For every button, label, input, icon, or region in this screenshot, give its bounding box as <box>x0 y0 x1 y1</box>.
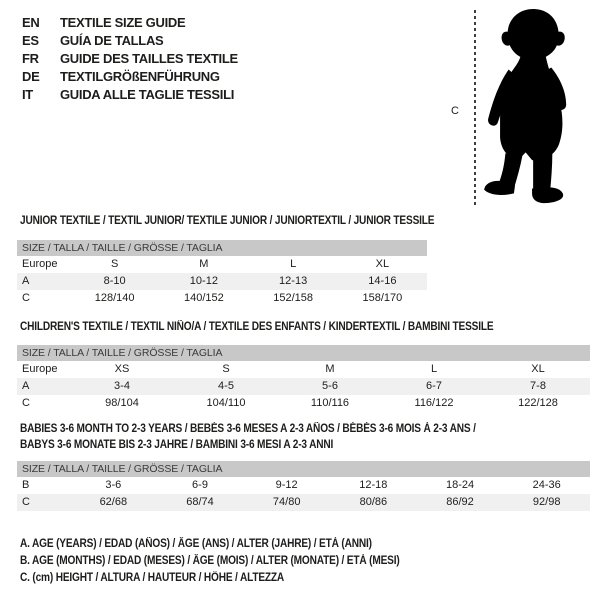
cell: 3-6 <box>105 479 122 491</box>
cell: 110/116 <box>310 397 350 409</box>
language-code: EN <box>22 15 40 30</box>
table-row-europe <box>17 256 427 273</box>
table-row-months <box>17 477 590 494</box>
cell: 140/152 <box>183 292 224 304</box>
table-row-height <box>17 290 427 307</box>
cell: L <box>430 363 438 375</box>
cell: 74/80 <box>272 496 301 508</box>
language-title-list <box>22 14 238 104</box>
children-section-title: CHILDREN'S TEXTILE / TEXTIL NIÑO/A / TEXTILE DES ENFANTS / KINDERTEXTIL / BAMBINI TESSILE <box>20 321 494 333</box>
footnote-height: C. (cm) HEIGHT / ALTURA / HAUTEUR / HÖHE / ALTEZZA <box>20 572 285 584</box>
toddler-silhouette-icon <box>483 7 579 207</box>
row-label: B <box>22 479 30 491</box>
cell: 12-13 <box>279 275 308 287</box>
cell: S <box>222 363 230 375</box>
cell: 116/122 <box>414 397 454 409</box>
size-header-row: SIZE / TALLA / TAILLE / GRÖSSE / TAGLIA <box>17 345 590 361</box>
cell: M <box>325 363 335 375</box>
footnote-age-years: A. AGE (YEARS) / EDAD (AÑOS) / ÂGE (ANS) / ALTER (JAHRE) / ETÀ (ANNI) <box>20 538 372 550</box>
cell: 98/104 <box>105 397 139 409</box>
language-label: GUÍA DE TALLAS <box>60 33 164 48</box>
cell: 12-18 <box>359 479 388 491</box>
cell: 14-16 <box>368 275 397 287</box>
row-label: A <box>22 380 30 392</box>
cell: 104/110 <box>206 397 246 409</box>
cell: 92/98 <box>532 496 561 508</box>
cell: 4-5 <box>218 380 234 392</box>
cell: XS <box>114 363 130 375</box>
cell: 6-7 <box>426 380 442 392</box>
babies-section-title-line2: BABYS 3-6 MONATE BIS 2-3 JAHRE / BAMBINI 3-6 MESI A 2-3 ANNI <box>20 439 334 451</box>
language-code: IT <box>22 87 33 102</box>
junior-section-title: JUNIOR TEXTILE / TEXTIL JUNIOR/ TEXTILE JUNIOR / JUNIORTEXTIL / JUNIOR TESSILE <box>20 215 435 227</box>
table-row-age <box>17 273 427 290</box>
language-label: TEXTILE SIZE GUIDE <box>60 15 186 30</box>
cell: 6-9 <box>192 479 208 491</box>
row-label: C <box>22 292 30 304</box>
row-label: C <box>22 397 30 409</box>
footnote-age-months: B. AGE (MONTHS) / EDAD (MESES) / ÂGE (MOIS) / ALTER (MONATE) / ETÀ (MESI) <box>20 555 400 567</box>
language-code: ES <box>22 33 39 48</box>
cell: 3-4 <box>114 380 130 392</box>
row-label: Europe <box>22 258 58 270</box>
table-row-europe <box>17 361 590 378</box>
language-label: GUIDE DES TAILLES TEXTILE <box>60 51 238 66</box>
babies-size-table <box>17 461 590 511</box>
language-row-fr <box>22 50 238 68</box>
cell: XL <box>531 363 545 375</box>
cell: 86/92 <box>446 496 474 508</box>
cell: 8-10 <box>103 275 126 287</box>
height-marker-label: C <box>451 105 459 117</box>
cell: S <box>110 258 119 270</box>
cell: 10-12 <box>189 275 218 287</box>
row-label: C <box>22 496 30 508</box>
cell: 68/74 <box>186 496 214 508</box>
cell: 152/158 <box>273 292 313 304</box>
cell: L <box>290 258 297 270</box>
size-header-row: SIZE / TALLA / TAILLE / GRÖSSE / TAGLIA <box>17 240 427 256</box>
table-row-height <box>17 494 590 511</box>
junior-size-table <box>17 240 427 307</box>
language-label: TEXTILGRÖßENFÜHRUNG <box>60 69 220 84</box>
cell: 24-36 <box>532 479 561 491</box>
legend-footnotes <box>20 536 451 587</box>
cell: 122/128 <box>518 397 558 409</box>
language-row-es <box>22 32 238 50</box>
table-row-height <box>17 395 590 412</box>
language-label: GUIDA ALLE TAGLIE TESSILI <box>60 87 235 102</box>
language-code: FR <box>22 51 39 66</box>
cell: 128/140 <box>94 292 135 304</box>
row-label: Europe <box>22 363 58 375</box>
cell: M <box>199 258 209 270</box>
cell: 80/86 <box>359 496 388 508</box>
language-code: DE <box>22 69 40 84</box>
language-row-it <box>22 86 238 104</box>
cell: 158/170 <box>362 292 403 304</box>
height-dashed-line <box>474 10 476 208</box>
language-row-en <box>22 14 238 32</box>
children-size-table <box>17 345 590 412</box>
table-row-age <box>17 378 590 395</box>
row-label: A <box>22 275 30 287</box>
cell: 5-6 <box>322 380 338 392</box>
babies-section-title-line1: BABIES 3-6 MONTH TO 2-3 YEARS / BEBÉS 3-6 MESES A 2-3 AÑOS / BÉBÉS 3-6 MOIS À 2-3 ANS / <box>20 423 476 435</box>
cell: XL <box>375 258 390 270</box>
cell: 62/68 <box>99 496 128 508</box>
language-row-de <box>22 68 238 86</box>
cell: 9-12 <box>275 479 298 491</box>
size-header-row: SIZE / TALLA / TAILLE / GRÖSSE / TAGLIA <box>17 461 590 477</box>
cell: 18-24 <box>445 479 475 491</box>
cell: 7-8 <box>530 380 546 392</box>
